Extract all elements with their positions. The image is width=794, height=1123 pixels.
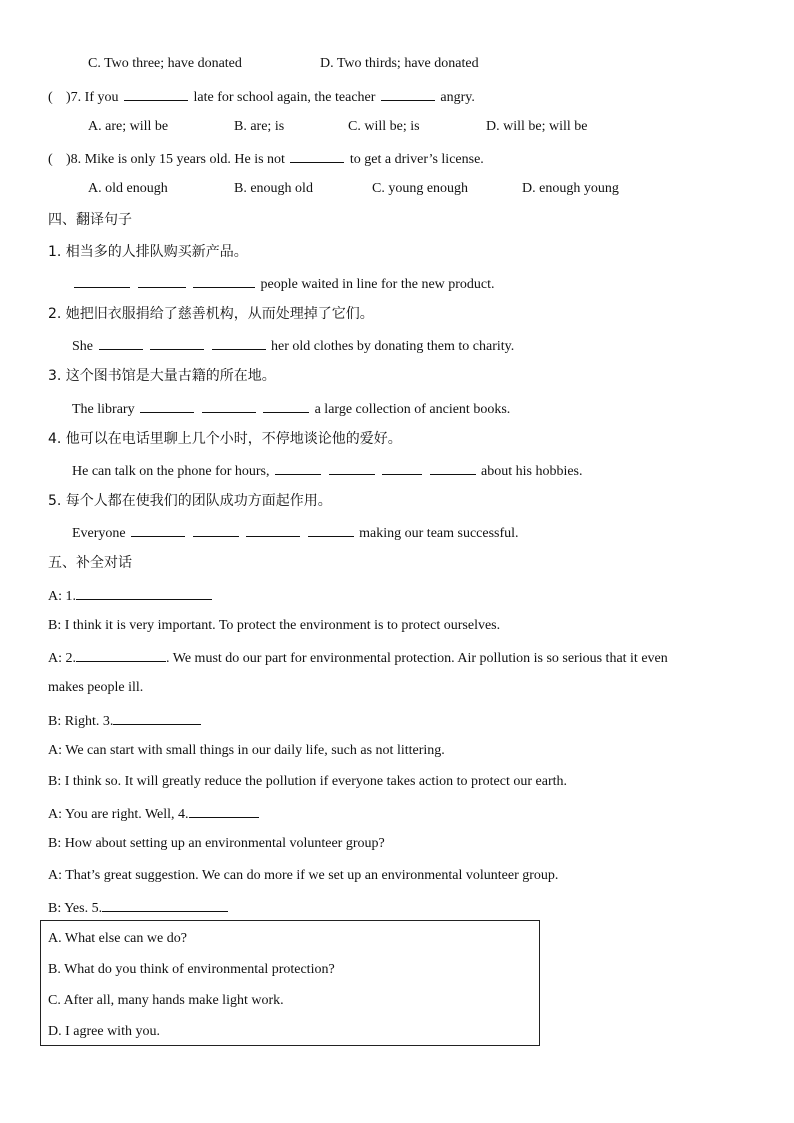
translation-text: a large collection of ancient books. <box>314 402 511 417</box>
q8-stem <box>48 148 484 170</box>
q8-stem-a: )8. Mike is only 15 years old. He is not <box>66 152 285 167</box>
q6-option-c: C. Two three; have donated <box>88 56 242 71</box>
q7-stem <box>48 86 475 108</box>
answer-blank[interactable] <box>131 522 185 537</box>
answer-blank[interactable] <box>275 460 321 475</box>
translation-chinese-3: 3. 这个图书馆是大量古籍的所在地。 <box>48 368 276 384</box>
answer-blank[interactable] <box>290 148 344 163</box>
dialogue-text: B: Right. 3. <box>48 714 114 729</box>
answer-blank[interactable] <box>193 273 255 288</box>
dialogue-text: A: You are right. Well, 4. <box>48 807 189 822</box>
answer-blank[interactable] <box>150 335 204 350</box>
answer-blank[interactable] <box>263 398 309 413</box>
dialogue-line-3-cont: makes people ill. <box>48 680 144 695</box>
answer-blank[interactable] <box>113 710 201 725</box>
q8-option-b: B. enough old <box>234 181 313 196</box>
dialogue-line-2: B: I think it is very important. To protect the environment is to protect ourselves. <box>48 618 501 633</box>
answer-blank[interactable] <box>124 86 188 101</box>
answer-blank[interactable] <box>99 335 143 350</box>
q6-options <box>88 54 479 74</box>
dialogue-line-1 <box>48 585 214 607</box>
dialogue-line-5: A: We can start with small things in our daily life, such as not littering. <box>48 743 445 758</box>
answer-blank[interactable] <box>102 897 228 912</box>
q7-option-c: C. will be; is <box>348 119 420 134</box>
translation-english-1 <box>72 273 495 295</box>
answer-blank[interactable] <box>193 522 239 537</box>
translation-text: about his hobbies. <box>481 464 583 479</box>
dialogue-line-3 <box>48 647 668 669</box>
dialogue-line-10 <box>48 897 230 919</box>
answer-blank[interactable] <box>382 460 422 475</box>
translation-english-2 <box>72 335 514 357</box>
translation-text: He can talk on the phone for hours, <box>72 464 270 479</box>
answer-blank[interactable] <box>202 398 256 413</box>
dialogue-text: A: 2. <box>48 651 76 666</box>
q7-option-b: B. are; is <box>234 119 285 134</box>
translation-chinese-2: 2. 她把旧衣服捐给了慈善机构，从而处理掉了它们。 <box>48 306 374 322</box>
q8-options <box>88 179 619 199</box>
q7-option-d: D. will be; will be <box>486 119 588 134</box>
answer-blank[interactable] <box>308 522 354 537</box>
q6-option-d: D. Two thirds; have donated <box>320 56 479 71</box>
translation-text: The library <box>72 402 135 417</box>
answer-blank[interactable] <box>329 460 375 475</box>
answer-blank[interactable] <box>76 647 166 662</box>
dialogue-line-9: A: That’s great suggestion. We can do more if we set up an environmental volunteer group. <box>48 868 559 883</box>
translation-text: her old clothes by donating them to charity. <box>271 339 515 354</box>
q7-options <box>88 117 588 137</box>
q7-stem-c: angry. <box>440 90 475 105</box>
dialogue-text: B: Yes. 5. <box>48 901 103 916</box>
translation-chinese-1: 1. 相当多的人排队购买新产品。 <box>48 244 248 260</box>
answer-blank[interactable] <box>246 522 300 537</box>
translation-text: people waited in line for the new product. <box>260 277 495 292</box>
translation-chinese-4: 4. 他可以在电话里聊上几个小时，不停地谈论他的爱好。 <box>48 431 402 447</box>
dialogue-line-6: B: I think so. It will greatly reduce the pollution if everyone takes action to protect our earth. <box>48 774 568 789</box>
translation-text: Everyone <box>72 526 126 541</box>
translation-english-3 <box>72 398 510 420</box>
translation-chinese-5: 5. 每个人都在使我们的团队成功方面起作用。 <box>48 493 332 509</box>
q7-option-a: A. are; will be <box>88 119 169 134</box>
option-d: D. I agree with you. <box>48 1024 160 1039</box>
dialogue-text: A: 1. <box>48 589 76 604</box>
answer-paren: ( <box>48 152 53 167</box>
translation-english-5 <box>72 522 519 544</box>
q8-option-c: C. young enough <box>372 181 469 196</box>
option-b: B. What do you think of environmental protection? <box>48 962 335 977</box>
answer-blank[interactable] <box>138 273 186 288</box>
answer-blank[interactable] <box>430 460 476 475</box>
dialogue-line-7 <box>48 803 261 825</box>
q8-option-d: D. enough young <box>522 181 619 196</box>
answer-blank[interactable] <box>76 585 212 600</box>
section5-title: 五、补全对话 <box>48 555 132 571</box>
translation-text: making our team successful. <box>359 526 519 541</box>
translation-english-4 <box>72 460 583 482</box>
answer-blank[interactable] <box>189 803 259 818</box>
option-a: A. What else can we do? <box>48 931 187 946</box>
dialogue-text: . We must do our part for environmental protection. Air pollution is so serious that it even <box>166 651 668 666</box>
q8-option-a: A. old enough <box>88 181 168 196</box>
dialogue-line-4 <box>48 710 203 732</box>
answer-paren: ( <box>48 90 53 105</box>
answer-blank[interactable] <box>212 335 266 350</box>
answer-blank[interactable] <box>74 273 130 288</box>
dialogue-line-8: B: How about setting up an environmental volunteer group? <box>48 836 385 851</box>
q7-stem-a: )7. If you <box>66 90 119 105</box>
translation-text: She <box>72 339 93 354</box>
answer-blank[interactable] <box>381 86 435 101</box>
section4-title: 四、翻译句子 <box>48 212 132 228</box>
q8-stem-b: to get a driver’s license. <box>349 152 484 167</box>
q7-stem-b: late for school again, the teacher <box>193 90 376 105</box>
answer-blank[interactable] <box>140 398 194 413</box>
option-c: C. After all, many hands make light work. <box>48 993 284 1008</box>
